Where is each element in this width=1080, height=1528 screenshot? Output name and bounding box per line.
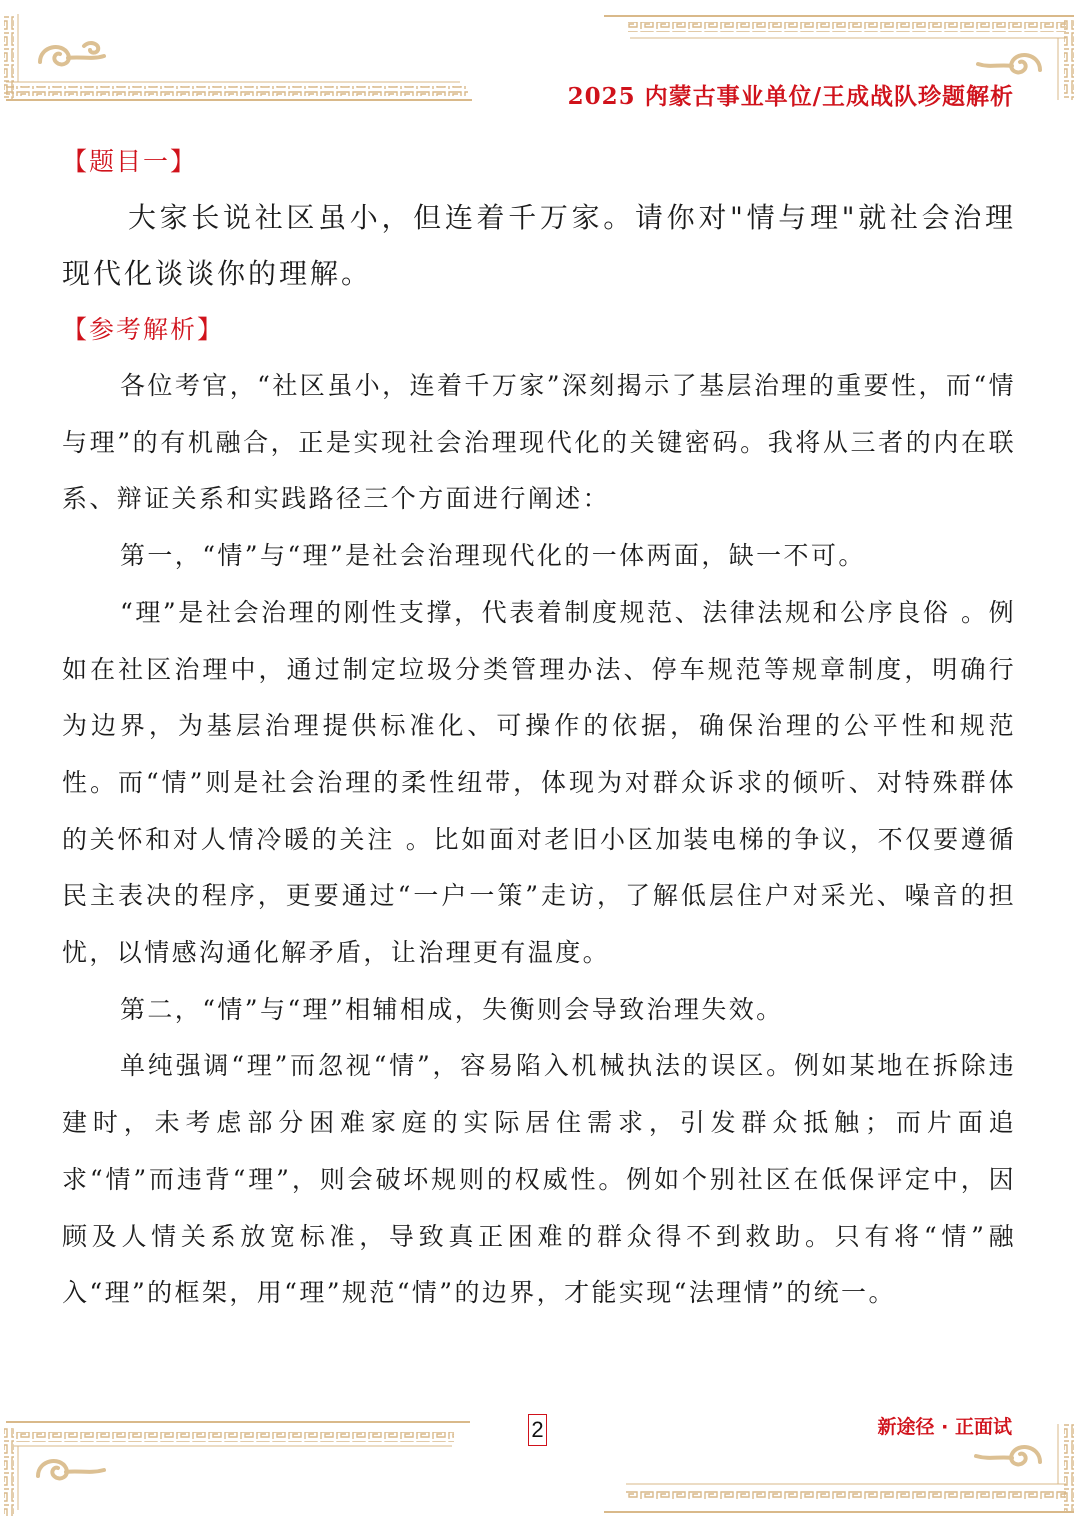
document-body (62, 134, 1016, 1322)
auspicious-cloud-icon (38, 1461, 104, 1478)
answer-paragraph: “理”是社会治理的刚性支撑，代表着制度规范、法律法规和公序良俗 。例如在社区治理中，通过制定垃圾分类管理办法、停车规范等规章制度，明确行为边界，为基层治理提供标准化、可操作的依据，确保治理的公平性和规范性。而“情”则是社会治理的柔性纽带，体现为对群众诉求的倾听、对特殊群体的关怀和对人情冷暖的关注 。比如面对老旧小区加装电梯的争议，不仅要遵循民主表决的程序，更要通过“一户一策”走访，了解低层住户对采光、噪音的担忧，以情感沟通化解矛盾，让治理更有温度。 (62, 597, 1016, 968)
auspicious-cloud-icon (40, 43, 104, 64)
page-number: 2 (528, 1414, 547, 1446)
answer-label: 【参考解析】 (62, 315, 225, 344)
auspicious-cloud-icon (976, 1447, 1040, 1464)
answer-paragraph: 各位考官，“社区虽小，连着千万家”深刻揭示了基层治理的重要性，而“情与理”的有机融合，正是实现社会治理现代化的关键密码。我将从三者的内在联系、辩证关系和实践路径三个方面进行阐述： (62, 371, 1016, 514)
bottom-left-frame (4, 1422, 470, 1516)
auspicious-cloud-icon (978, 55, 1040, 72)
question-text: 大家长说社区虽小，但连着千万家。请你对"情与理"就社会治理现代化谈谈你的理解。 (62, 201, 1016, 290)
question-label: 【题目一】 (62, 147, 198, 176)
header-title: 2025 内蒙古事业单位/王成战队珍题解析 (567, 83, 1014, 110)
top-left-frame (4, 14, 472, 100)
footer-brand: 新途径 · 正面试 (877, 1416, 1012, 1438)
answer-paragraph: 单纯强调“理”而忽视“情”，容易陷入机械执法的误区。例如某地在拆除违建时，未考虑部分困难家庭的实际居住需求，引发群众抵触；而片面追求“情”而违背“理”，则会破坏规则的权威性。例如个别社区在低保评定中，因顾及人情关系放宽标准，导致真正困难的群众得不到救助。只有将“情”融入“理”的框架，用“理”规范“情”的边界，才能实现“法理情”的统一。 (62, 1051, 1016, 1308)
answer-point-heading: 第一，“情”与“理”是社会治理现代化的一体两面，缺一不可。 (120, 541, 866, 571)
answer-point-heading: 第二，“情”与“理”相辅相成，失衡则会导致治理失效。 (120, 994, 784, 1024)
